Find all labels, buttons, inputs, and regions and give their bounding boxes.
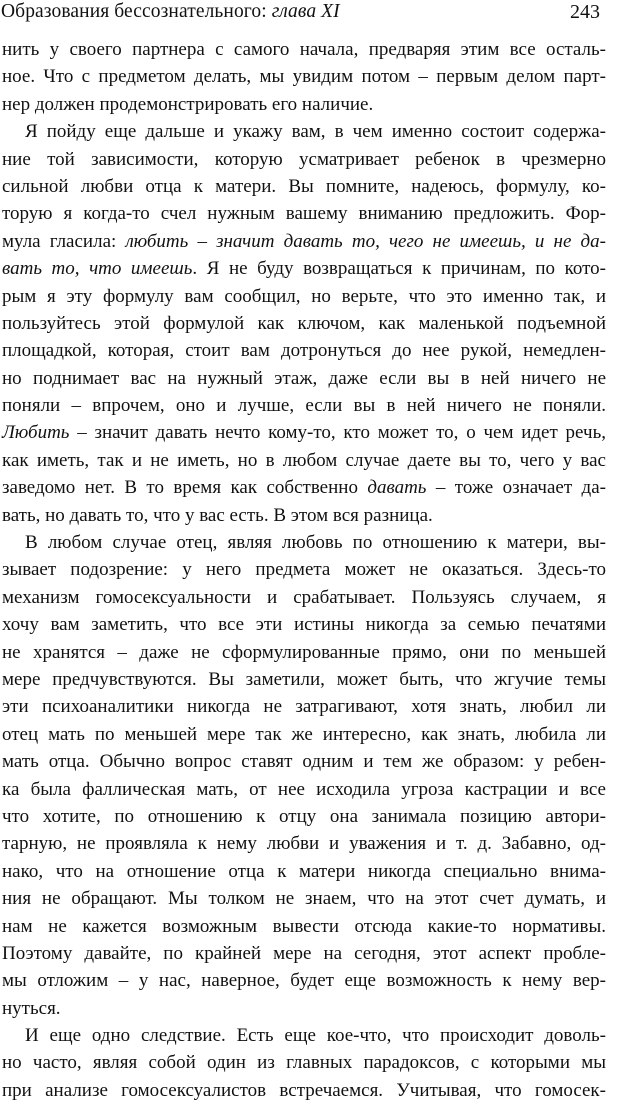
text-line bbox=[2, 940, 606, 967]
text-line bbox=[2, 173, 606, 200]
text-line bbox=[2, 995, 606, 1022]
text-segment: И еще одно следствие. Есть еще кое-что, что происходит доволь- bbox=[25, 1025, 606, 1047]
text-segment: В любом случае отец, являя любовь по отношению к матери, вы- bbox=[25, 532, 606, 554]
text-line bbox=[2, 803, 606, 830]
text-segment: мать отца. Обычно вопрос ставят одним и тем же образом: у ребен- bbox=[2, 751, 606, 773]
text-segment: – тоже означает да- bbox=[426, 477, 606, 499]
text-line bbox=[2, 584, 606, 611]
text-line bbox=[2, 1022, 606, 1049]
text-line bbox=[2, 283, 606, 310]
text-segment: как иметь, так и не иметь, но в любом случае даете вы то, чего у вас bbox=[2, 449, 606, 471]
page-number: 243 bbox=[570, 1, 600, 23]
text-line bbox=[2, 529, 606, 556]
text-line bbox=[2, 858, 606, 885]
text-segment: ния не обращают. Мы толком не знаем, что на этот счет думать, и bbox=[2, 888, 606, 910]
text-line bbox=[2, 1077, 606, 1104]
text-line bbox=[2, 721, 606, 748]
text-line bbox=[2, 830, 606, 857]
text-segment: рым я эту формулу вам сообщил, но верьте, что это именно так, и bbox=[2, 285, 606, 307]
text-line bbox=[2, 693, 606, 720]
running-header-title bbox=[1, 1, 340, 23]
text-segment: пользуйтесь этой формулой как ключом, как маленькой подъемной bbox=[2, 312, 606, 334]
text-segment: площадкой, которая, стоит вам дотронуться до нее рукой, немедлен- bbox=[2, 340, 606, 362]
text-line bbox=[2, 36, 606, 63]
text-segment: мула гласила: bbox=[2, 230, 126, 252]
text-segment: вать, но давать то, что у вас есть. В этом вся разница. bbox=[2, 504, 433, 526]
text-segment: эти психоаналитики никогда не затрагивают, хотя знать, любил ли bbox=[2, 696, 606, 718]
text-line bbox=[2, 63, 606, 90]
text-line bbox=[2, 474, 606, 501]
text-segment: . Я не буду возвращаться к причинам, по кото- bbox=[192, 258, 606, 280]
text-line bbox=[2, 392, 606, 419]
text-line bbox=[2, 419, 606, 446]
text-segment: ка была фаллическая мать, от нее исходила угроза кастрации и все bbox=[2, 778, 606, 800]
text-segment: нер должен продемонстрировать его наличие. bbox=[2, 93, 374, 115]
text-segment: но поднимает вас на нужный этаж, даже если вы в ней ничего не bbox=[2, 367, 606, 389]
text-line bbox=[2, 885, 606, 912]
text-segment: мы отложим – у нас, наверное, будет еще возможность к нему вер- bbox=[2, 970, 606, 992]
header-chapter-label: глава XI bbox=[271, 1, 340, 22]
text-line bbox=[2, 666, 606, 693]
text-segment: при анализе гомосексуалистов встречаемся. Учитывая, что гомосек- bbox=[2, 1079, 606, 1101]
text-segment: нам не кажется возможным вывести отсюда какие-то нормативы. bbox=[2, 915, 606, 937]
text-segment: нако, что на отношение отца к матери никогда специально внима- bbox=[2, 860, 606, 882]
text-segment: – значит давать нечто кому-то, кто может то, о чем идет речь, bbox=[69, 422, 606, 444]
text-line bbox=[2, 118, 606, 145]
text-line bbox=[2, 967, 606, 994]
text-segment: торую я когда-то счел нужным вашему вниманию предложить. Фор- bbox=[2, 203, 606, 225]
text-line bbox=[2, 365, 606, 392]
text-segment: нуться. bbox=[2, 997, 61, 1019]
text-segment: что хотите, по отношению к отцу она занимала позицию автори- bbox=[2, 805, 606, 827]
text-segment: механизм гомосексуальности и срабатывает. Пользуясь случаем, я bbox=[2, 586, 606, 608]
running-header bbox=[0, 0, 600, 30]
text-line bbox=[2, 748, 606, 775]
text-segment: поняли – впрочем, оно и лучше, если вы в ней ничего не поняли. bbox=[2, 395, 606, 417]
text-segment: ние той зависимости, которую усматривает ребенок в чрезмерно bbox=[2, 148, 606, 170]
header-title-text: Образования бессознательного: bbox=[1, 1, 272, 22]
text-line bbox=[2, 1049, 606, 1076]
text-segment: отец мать по меньшей мере так же интересно, как знать, любила ли bbox=[2, 723, 606, 745]
text-line bbox=[2, 502, 606, 529]
text-line bbox=[2, 200, 606, 227]
text-segment: Я пойду еще дальше и укажу вам, в чем именно состоит содержа- bbox=[25, 121, 606, 143]
text-line bbox=[2, 255, 606, 282]
text-line bbox=[2, 639, 606, 666]
text-segment: тарную, не проявляла к нему любви и уважения и т. д. Забавно, од- bbox=[2, 833, 606, 855]
text-segment: ное. Что с предметом делать, мы увидим потом – первым делом парт- bbox=[2, 66, 606, 88]
text-line bbox=[2, 776, 606, 803]
text-segment: мере предчувствуются. Вы заметили, может быть, что жгучие темы bbox=[2, 668, 606, 690]
text-line bbox=[2, 913, 606, 940]
text-line bbox=[2, 447, 606, 474]
text-segment: зывает подозрение: у него предмета может не оказаться. Здесь-то bbox=[2, 559, 606, 581]
text-segment: сильной любви отца к матери. Вы помните, надеюсь, формулу, ко- bbox=[2, 175, 606, 197]
text-line bbox=[2, 91, 606, 118]
text-line bbox=[2, 611, 606, 638]
italic-text-segment: вать то, что имеешь bbox=[2, 258, 193, 280]
text-segment: Поэтому давайте, по крайней мере на сегодня, этот аспект пробле- bbox=[2, 942, 606, 964]
text-line bbox=[2, 146, 606, 173]
italic-text-segment: Любить bbox=[2, 422, 70, 444]
text-line bbox=[2, 556, 606, 583]
text-segment: заведомо нет. В то время как собственно bbox=[2, 477, 368, 499]
italic-text-segment: любить – значит давать то, чего не имеешь, и не да- bbox=[125, 230, 607, 252]
italic-text-segment: давать bbox=[367, 477, 427, 499]
text-segment: хочу вам заметить, что все эти истины никогда за семью печатями bbox=[2, 614, 606, 636]
text-segment: не хранятся – даже не сформулированные прямо, они по меньшей bbox=[2, 641, 606, 663]
text-segment: но часто, являя собой один из главных парадоксов, с которыми мы bbox=[2, 1052, 606, 1074]
text-segment: нить у своего партнера с самого начала, предваряя этим все осталь- bbox=[2, 39, 606, 60]
body-text bbox=[2, 36, 606, 1104]
text-line bbox=[2, 310, 606, 337]
text-line bbox=[2, 228, 606, 255]
text-line bbox=[2, 337, 606, 364]
